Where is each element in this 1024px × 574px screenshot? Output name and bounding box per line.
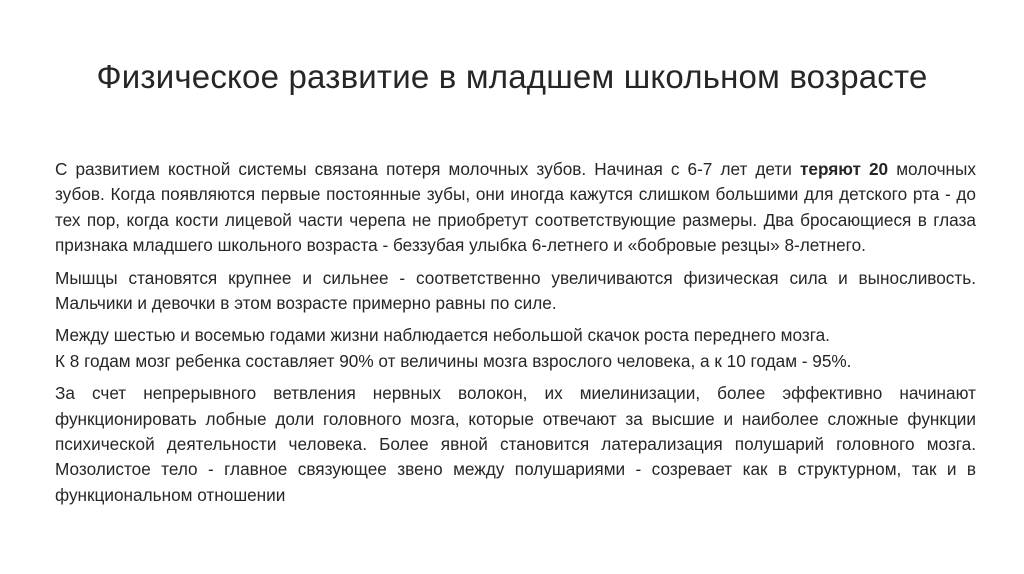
paragraph-teeth-bold: теряют 20 (799, 159, 889, 179)
paragraph-brain-growth-line-2: К 8 годам мозг ребенка составляет 90% от величины мозга взрослого человека, а к 10 годам - 95%. (55, 350, 852, 371)
paragraph-muscles: Мышцы становятся крупнее и сильнее - соответственно увеличиваются физическая сила и выносливость. Мальчики и девочки в этом возрасте примерно равны по силе. (55, 267, 976, 314)
paragraph-brain-growth (55, 323, 976, 374)
paragraph-teeth-text-b: молочных зубов. Когда появляются первые постоянные зубы, они иногда кажутся слишком большими для детского рта - до тех пор, когда кости лицевой части черепа не приобретут соответствующие размеры. Два бросающиеся в глаза признака младшего школьного возраста - беззубая улыбка 6-летнего и «бобровые резцы» 8-летнего. (55, 159, 976, 256)
slide-title: Физическое развитие в младшем школьном возрасте (96, 58, 928, 95)
paragraph-brain-growth-line-1: Между шестью и восемью годами жизни наблюдается небольшой скачок роста переднего мозга. (55, 325, 830, 346)
paragraph-teeth (55, 157, 976, 259)
slide-body (55, 157, 976, 515)
paragraph-brain-function: За счет непрерывного ветвления нервных волокон, их миелинизации, более эффективно начинают функционировать лобные доли головного мозга, которые отвечают за высшие и наиболее сложные функции психической деятельности человека. Более явной становится латерализация полушарий головного мозга. Мозолистое тело - главное связующее звено между полушариями - созревает как в структурном, так и в функциональном отношении (55, 383, 976, 505)
paragraph-teeth-text-a: С развитием костной системы связана потеря молочных зубов. Начиная с 6-7 лет дети (55, 159, 800, 179)
